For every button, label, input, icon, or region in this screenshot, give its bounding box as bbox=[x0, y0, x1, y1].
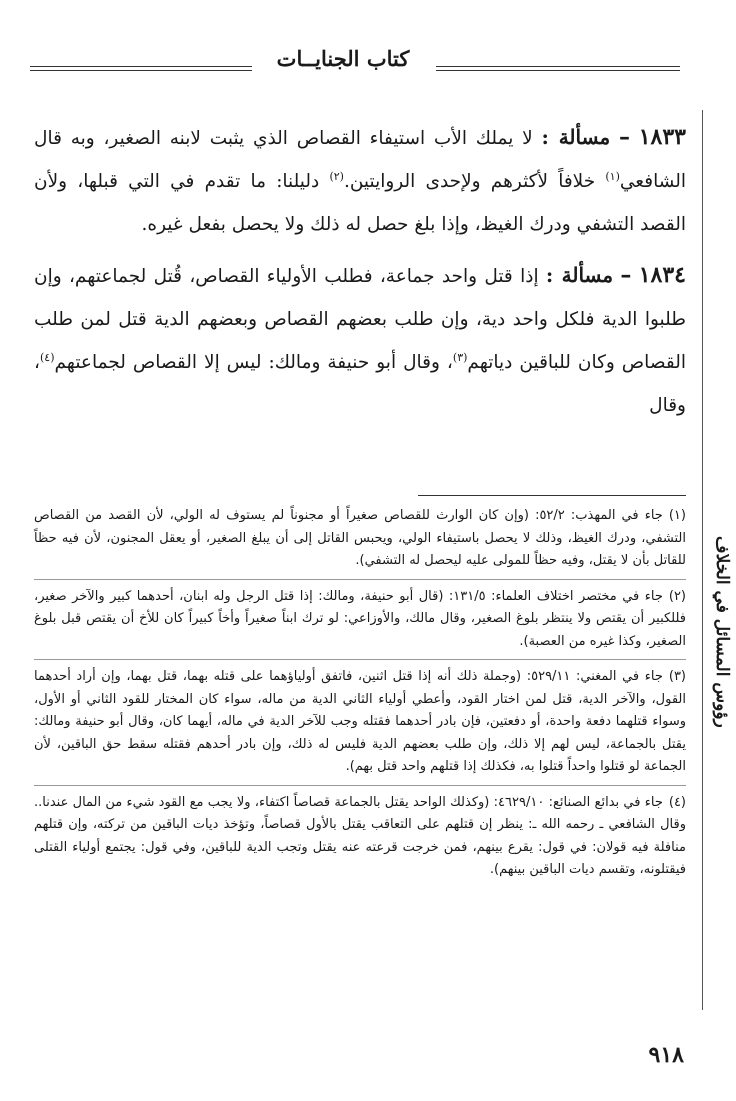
page-header-title: كتاب الجنايــات bbox=[276, 46, 410, 71]
page-number: ٩١٨ bbox=[648, 1042, 684, 1068]
footnote-number: (٤) bbox=[668, 794, 686, 810]
header-rule-right bbox=[436, 66, 680, 71]
issue-1834 bbox=[34, 254, 686, 427]
footnote-number: (٢) bbox=[668, 588, 686, 604]
side-running-title: رؤوس المسائل في الخلاف bbox=[712, 536, 732, 728]
issue-text: لا يملك الأب استيفاء القصاص الذي يثبت لابنه الصغير، وبه قال الشافعي bbox=[34, 128, 686, 192]
issue-dash: – bbox=[620, 262, 632, 288]
footnote-text: جاء في بدائع الصنائع: ٤٦٢٩/١٠: (وكذلك الواحد يقتل بالجماعة قصاصاً اكتفاء، ولا يجب مع القود شيء من المال عندنا.. وقال الشافعي ـ رحمه الله ـ: ينظر إن قتلهم على التعاقب يقتل بالأول قصاصاً، وتؤخذ ديات الباقين من تركته، وإن قتلهم منافلة فيه قولان: في قول: يقرع بينهم، فمن خرجت قرعته عنه يقتل وتجب الدية للباقين، وفي قول: يجتمع أولياء القتلى فيقتلونه، وتقسم ديات الباقين بينهم). bbox=[34, 794, 686, 877]
issue-text: ، وقال أبو حنيفة ومالك: ليس إلا القصاص لجماعتهم bbox=[54, 352, 453, 373]
issue-text: إذا قتل واحد جماعة، فطلب الأولياء القصاص، قُتل لجماعتهم، وإن طلبوا الدية فلكل واحد دية، وإن طلب بعضهم القصاص وبعضهم الدية قتل لمن طلب القصاص وكان للباقين دياتهم bbox=[34, 266, 686, 373]
footnote-ref: (٤) bbox=[39, 350, 55, 364]
footnote-divider bbox=[34, 579, 686, 580]
footnotes bbox=[34, 505, 686, 888]
footnote-2 bbox=[34, 586, 686, 654]
issue-number: ١٨٣٣ bbox=[638, 124, 686, 150]
footnote-ref: (٢) bbox=[329, 169, 344, 183]
footnote-ref: (٣) bbox=[452, 350, 468, 364]
header-rule-left bbox=[30, 66, 252, 71]
footnote-ref: (١) bbox=[605, 169, 620, 183]
footnote-text: جاء في المغني: ٥٢٩/١١: (وجملة ذلك أنه إذا قتل اثنين، فاتفق أولياؤهما على قتله بهما، قتل بهما، وإن أراد أحدهما القول، والآخر الدية، قتل لمن اختار القود، وأعطي أولياء الثاني الدية من ماله، سواء كان المختار للقود الثاني أو الأول، وسواء قتلهما دفعة واحدة، أو دفعتين، فإن بادر أحدهما فقتله وجب للآخر الدية في ماله، أيهما كان، وقال أبو حنيفة ومالك: يقتل بالجماعة، ليس لهم إلا ذلك، وإن طلب بعضهم الدية فليس له ذلك، وإن بادر أحدهم فقتله سقط حق الباقين، لأن الجماعة لو قتلوا واحداً قتلوا به، فكذلك إذا قتلهم واحد قتل بهم). bbox=[34, 669, 686, 774]
issue-number: ١٨٣٤ bbox=[638, 262, 686, 288]
footnote-divider bbox=[34, 785, 686, 786]
issue-text: دليلنا: ما تقدم في التي قبلها، ولأن القصد التشفي ودرك الغيظ، وإذا بلغ حصل له ذلك ولا يحصل بفعل غيره. bbox=[34, 171, 686, 235]
issue-dash: – bbox=[618, 124, 630, 150]
footnote-rule bbox=[418, 495, 686, 496]
footnote-number: (٣) bbox=[668, 669, 686, 684]
issue-label: مسألة : bbox=[541, 125, 611, 149]
issue-text: ، وقال bbox=[34, 352, 686, 416]
issue-1833 bbox=[34, 116, 686, 246]
footnote-text: جاء في مختصر اختلاف العلماء: ١٣١/٥: (قال أبو حنيفة، ومالك: إذا قتل الرجل وله ابنان، أحدهما كبير والآخر صغير، فللكبير أن يقتص ولا ينتظر بلوغ الصغير، وقال مالك، والأوزاعي: لو ترك ابناً صغيراً وأخاً كبيراً كان للأخ أن يقتص قبل بلوغ الصغير، وكذا غيره من العصبة). bbox=[34, 588, 686, 649]
footnote-text: جاء في المهذب: ٥٢/٢: (وإن كان الوارث للقصاص صغيراً أو مجنوناً لم يستوف له الولي، لأن القصد من القصاص التشفي، ودرك الغيظ، وذلك لا يحصل باستيفاء الولي، ويحبس القاتل إلى أن يبلغ الصغير، أو يعقل المجنون، لأن فيه حظاً للقاتل بأن لا يقتل، وفيه حظاً للمولى عليه ليحصل له التشفي). bbox=[34, 508, 686, 568]
main-text bbox=[34, 116, 686, 435]
issue-label: مسألة : bbox=[545, 263, 614, 287]
footnote-3 bbox=[34, 666, 686, 779]
footnote-divider bbox=[34, 659, 686, 660]
issue-text: خلافاً لأكثرهم ولإحدى الروايتين. bbox=[343, 171, 596, 192]
footnote-1 bbox=[34, 505, 686, 573]
footnote-4 bbox=[34, 792, 686, 882]
footnote-number: (١) bbox=[668, 508, 686, 523]
